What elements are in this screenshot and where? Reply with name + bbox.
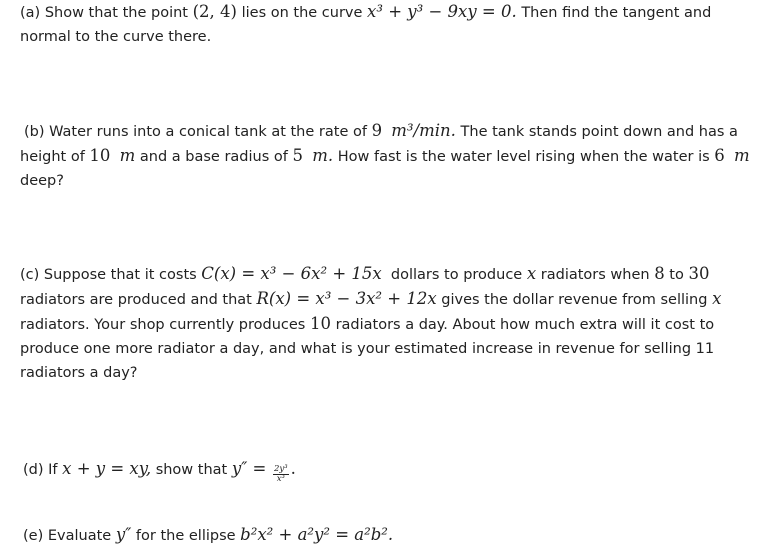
question-c-text: produce one more radiator a day, and what is your estimated increase in revenue for selling 11: [20, 341, 715, 357]
constraint-equation: x + y = xy,: [62, 459, 152, 478]
range-low: 8: [654, 264, 665, 283]
radius-unit: m.: [312, 146, 334, 165]
question-d-period: .: [290, 459, 296, 478]
question-a-text: lies on the curve: [241, 5, 363, 21]
question-a-label: (a): [20, 5, 41, 21]
question-e: [20, 523, 760, 548]
question-b-text: How fast is the water level rising when the water is: [337, 149, 710, 165]
question-c-text: to: [669, 267, 684, 283]
question-a-text: Show that the point: [44, 5, 188, 21]
question-c-text: gives the dollar revenue from selling: [441, 292, 708, 308]
question-c-text: radiators a day?: [20, 365, 138, 381]
question-c-text: radiators when: [540, 267, 650, 283]
depth-unit: m: [734, 146, 750, 165]
second-derivative: y″: [115, 525, 132, 544]
curve-equation: x³ + y³ − 9xy = 0.: [367, 2, 517, 21]
question-b-text: Water runs into a conical tank at the rate of: [49, 124, 367, 140]
radius-value: 5: [292, 146, 303, 165]
depth-value: 6: [714, 146, 725, 165]
question-c-text: radiators are produced and that: [20, 292, 252, 308]
question-e-text: for the ellipse: [135, 528, 236, 544]
revenue-function: R(x) = x³ − 3x² + 12x: [256, 289, 437, 308]
rate-unit: m³/min.: [391, 121, 456, 140]
question-c-text: Suppose that it costs: [43, 267, 197, 283]
fraction-denominator: x³: [276, 474, 285, 484]
point-expression: (2, 4): [192, 2, 237, 21]
height-value: 10: [89, 146, 111, 165]
question-e-text: Evaluate: [47, 528, 112, 544]
question-c-text: dollars to produce: [390, 267, 523, 283]
question-d-label: (d): [23, 462, 44, 478]
result-fraction: [273, 465, 289, 484]
question-b-label: (b): [24, 124, 45, 140]
cost-function: C(x) = x³ − 6x² + 15x: [201, 264, 382, 283]
current-production: 10: [309, 314, 331, 333]
question-b-text: and a base radius of: [139, 149, 288, 165]
question-a-text: Then find the tangent and: [521, 5, 712, 21]
question-b: [20, 119, 760, 193]
question-b-text: height of: [20, 149, 85, 165]
question-c: [20, 262, 760, 385]
fraction-numerator: 2y³: [274, 464, 288, 474]
rate-value: 9: [371, 121, 383, 140]
question-b-text: The tank stands point down and has a: [460, 124, 738, 140]
variable-x: x: [526, 264, 537, 283]
variable-x: x: [712, 289, 722, 308]
question-d: [20, 457, 760, 484]
ellipse-equation: b²x² + a²y² = a²b².: [240, 525, 394, 544]
second-derivative: y″ =: [231, 459, 267, 478]
question-a-text: normal to the curve there.: [20, 29, 212, 45]
question-c-label: (c): [20, 267, 40, 283]
question-d-text: show that: [155, 462, 228, 478]
question-b-text: deep?: [20, 173, 64, 189]
question-a: [20, 0, 760, 49]
question-e-label: (e): [23, 528, 44, 544]
question-c-text: radiators. Your shop currently produces: [20, 317, 306, 333]
question-d-text: If: [48, 462, 58, 478]
height-unit: m: [119, 146, 136, 165]
question-c-text: radiators a day. About how much extra will it cost to: [335, 317, 715, 333]
range-high: 30: [688, 264, 710, 283]
